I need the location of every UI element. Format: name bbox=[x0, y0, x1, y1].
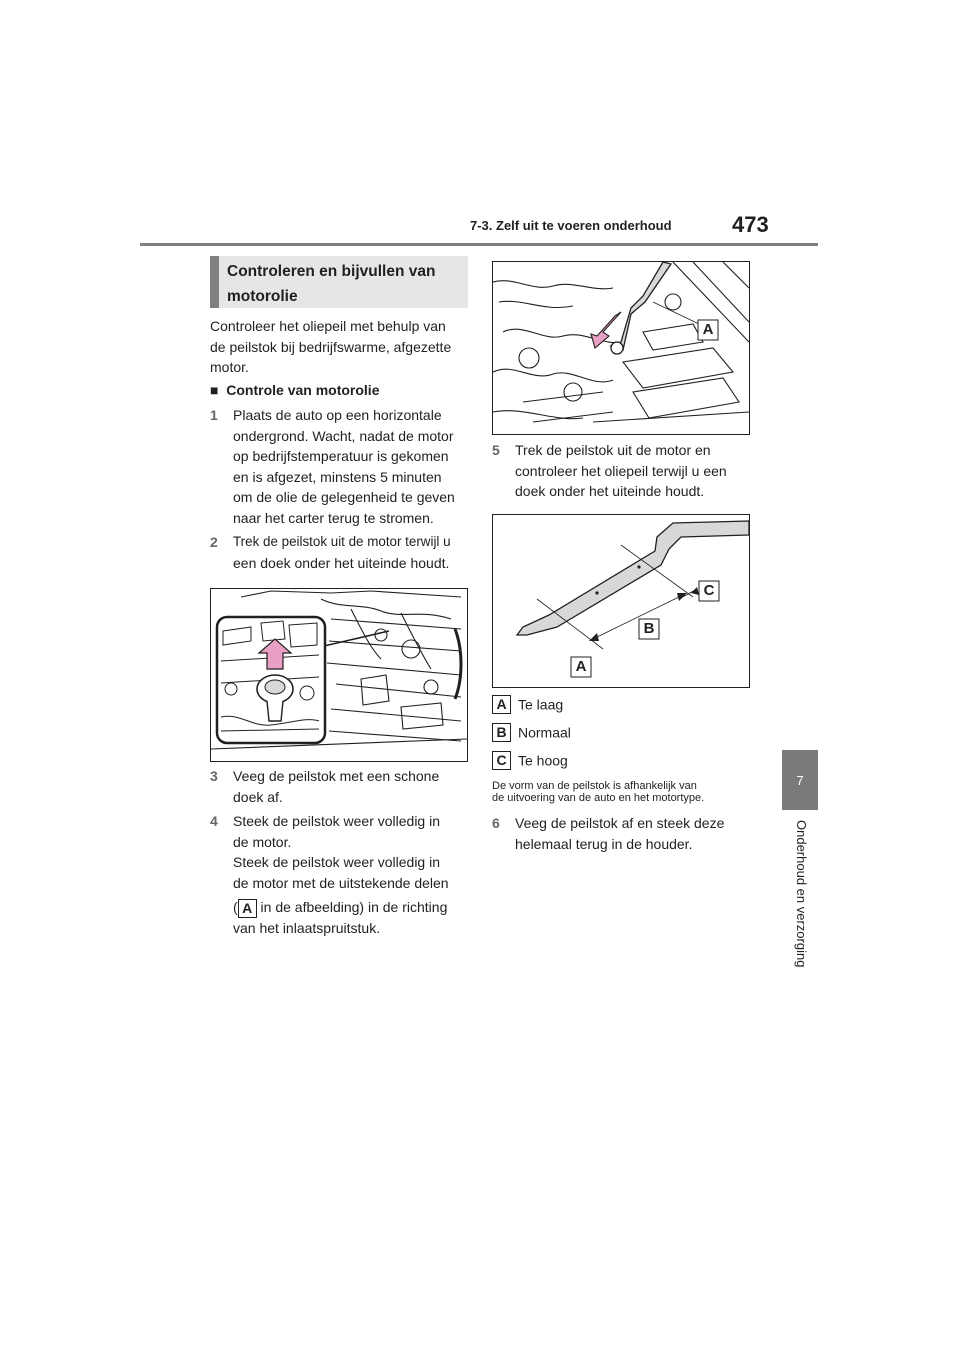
running-header-section: 7-3. Zelf uit te voeren onderhoud bbox=[470, 218, 672, 233]
step-line: op bedrijfstemperatuur is gekomen bbox=[233, 448, 449, 464]
label-a: A bbox=[702, 321, 714, 338]
step-number: 2 bbox=[210, 534, 218, 550]
label-a: A bbox=[575, 658, 587, 675]
bullet-square: ■ bbox=[210, 382, 219, 398]
step-line: doek af. bbox=[233, 788, 283, 805]
header-rule bbox=[140, 243, 818, 246]
step-line: ondergrond. Wacht, nadat de motor bbox=[233, 427, 454, 444]
step-4 bbox=[210, 811, 472, 938]
step-line: Veeg de peilstok af en steek deze bbox=[515, 815, 725, 831]
chapter-number: 7 bbox=[796, 772, 804, 788]
step-line: van het inlaatspruitstuk. bbox=[233, 919, 381, 936]
chapter-tab-title bbox=[781, 820, 821, 980]
engine-oil-filler-illustration bbox=[210, 588, 468, 762]
step-line: de motor. bbox=[233, 833, 292, 850]
subheading bbox=[210, 382, 379, 398]
dipstick-level-illustration bbox=[492, 514, 750, 688]
note-line: de uitvoering van de auto en het motortype. bbox=[492, 792, 705, 804]
note-line: De vorm van de peilstok is afhankelijk van bbox=[492, 780, 697, 792]
intro-paragraph bbox=[210, 316, 470, 378]
label-c: C bbox=[703, 582, 715, 599]
step-line: Steek de peilstok weer volledig in bbox=[233, 854, 441, 870]
step-line: naar het carter terug te stromen. bbox=[233, 509, 434, 526]
step-line: Trek de peilstok uit de motor en bbox=[515, 442, 711, 458]
label-a-box: A bbox=[238, 899, 257, 918]
section-title bbox=[210, 256, 468, 308]
engine-drawing bbox=[211, 589, 467, 761]
step-number: 3 bbox=[210, 768, 218, 784]
paren-open: ( bbox=[233, 899, 238, 915]
page-number: 473 bbox=[732, 212, 769, 237]
note bbox=[492, 780, 754, 804]
step-line: Veeg de peilstok met een schone bbox=[233, 768, 440, 784]
chapter-tab bbox=[782, 750, 818, 810]
subheading-label: Controle van motorolie bbox=[226, 382, 380, 398]
step-line: de motor met de uitstekende delen bbox=[233, 874, 449, 891]
dipstick-location-illustration bbox=[492, 261, 750, 435]
step-line: Plaats de auto op een horizontale bbox=[233, 407, 442, 423]
legend-item-high bbox=[492, 751, 568, 770]
chapter-title: Onderhoud en verzorging bbox=[794, 820, 809, 968]
step-line: Trek de peilstok uit de motor terwijl u bbox=[233, 534, 451, 549]
step-line: in de afbeelding) in de richting bbox=[256, 899, 448, 915]
legend-text: Te hoog bbox=[518, 752, 568, 769]
legend-item-low bbox=[492, 695, 563, 714]
step-number: 5 bbox=[492, 442, 500, 458]
step-2 bbox=[210, 532, 472, 573]
label-b: B bbox=[643, 620, 655, 637]
step-line: een doek onder het uiteinde houdt. bbox=[233, 554, 450, 571]
step-5 bbox=[492, 440, 754, 502]
step-line: helemaal terug in de houder. bbox=[515, 835, 693, 852]
step-line: Steek de peilstok weer volledig in bbox=[233, 813, 441, 829]
engine-dipstick-drawing bbox=[493, 262, 749, 434]
step-line: en is afgezet, minstens 5 minuten bbox=[233, 468, 442, 485]
step-3 bbox=[210, 766, 472, 807]
step-1 bbox=[210, 405, 472, 528]
step-line: doek onder het uiteinde houdt. bbox=[515, 483, 705, 499]
legend-text: Normaal bbox=[518, 724, 571, 741]
dipstick-drawing bbox=[493, 515, 749, 687]
step-number: 6 bbox=[492, 815, 500, 831]
intro-line: motor. bbox=[210, 359, 249, 375]
step-line: om de olie de gelegenheid te geven bbox=[233, 489, 455, 505]
step-line: controleer het oliepeil terwijl u een bbox=[515, 462, 727, 479]
step-number: 4 bbox=[210, 813, 218, 829]
step-number: 1 bbox=[210, 407, 218, 423]
legend-item-normal bbox=[492, 723, 571, 742]
legend-key: A bbox=[492, 695, 511, 714]
section-title-line2: motorolie bbox=[227, 288, 298, 305]
legend-key: C bbox=[492, 751, 511, 770]
legend-text: Te laag bbox=[518, 696, 564, 713]
intro-line: Controleer het oliepeil met behulp van bbox=[210, 318, 446, 334]
intro-line: de peilstok bij bedrijfswarme, afgezette bbox=[210, 338, 452, 355]
section-title-line1: Controleren en bijvullen van bbox=[227, 263, 436, 280]
legend-key: B bbox=[492, 723, 511, 742]
step-6 bbox=[492, 813, 754, 854]
